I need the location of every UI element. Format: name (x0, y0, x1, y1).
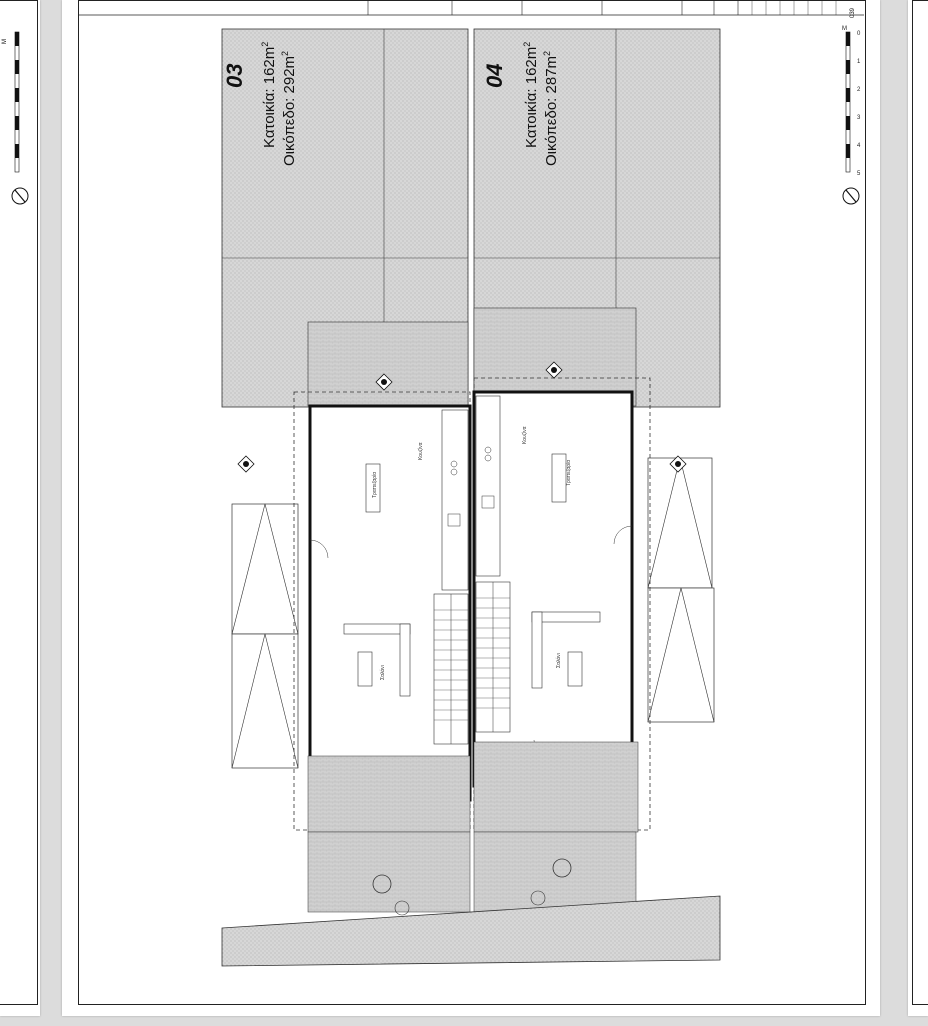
main-scale-bar (846, 32, 850, 172)
room-label-living-03: Σαλόνι (380, 665, 386, 680)
room-label-living-04: Σαλόνι (556, 653, 562, 668)
scale-label-left: M (2, 39, 8, 44)
unit-04-house-area: Κατοικία: $162m^2$ (522, 41, 540, 148)
scale-unit: M (842, 26, 847, 32)
scale-tick-0: 0 (857, 31, 861, 37)
left-sheet (0, 0, 40, 1016)
unit-number-03: 03 (222, 63, 247, 88)
room-label-kitchen-04: Κουζίνα (522, 426, 528, 444)
front-yard-04 (474, 832, 636, 912)
terrace-03 (308, 322, 468, 406)
right-sheet (908, 0, 928, 1016)
scale-tick-2: 2 (857, 87, 861, 93)
north-arrow-icon (843, 188, 859, 204)
room-label-kitchen-03: Κουζίνα (418, 442, 424, 460)
right-sheet-frame (912, 0, 928, 1005)
scale-tick-1: 1 (857, 59, 861, 65)
front-yard-03 (308, 832, 470, 912)
left-scale-bar (0, 0, 40, 1016)
street-strip (222, 896, 720, 966)
unit-number-04: 04 (482, 63, 507, 88)
scale-tick-5: 5 (857, 171, 861, 177)
unit-03-house-area: Κατοικία: $162m^2$ (260, 41, 278, 148)
main-sheet (62, 0, 880, 1016)
carport-right (648, 458, 714, 722)
house-03-plan (310, 406, 470, 800)
room-label-dining-03: Τραπεζαρία (372, 471, 378, 498)
room-label-dining-04: Τραπεζαρία (566, 459, 572, 486)
scale-tick-4: 4 (857, 143, 861, 149)
title-block-strip (78, 0, 864, 15)
carport-left (232, 504, 298, 768)
front-path-03 (308, 756, 470, 832)
front-path-04 (474, 742, 638, 832)
house-04-plan (474, 392, 632, 786)
unit-03-plot-area: Οικόπεδο: $292m^2$ (280, 50, 298, 166)
sheet-code: 039 (850, 7, 856, 18)
floor-plan-drawing (62, 0, 880, 1016)
scale-tick-3: 3 (857, 115, 861, 121)
unit-04-plot-area: Οικόπεδο: $287m^2$ (542, 50, 560, 166)
